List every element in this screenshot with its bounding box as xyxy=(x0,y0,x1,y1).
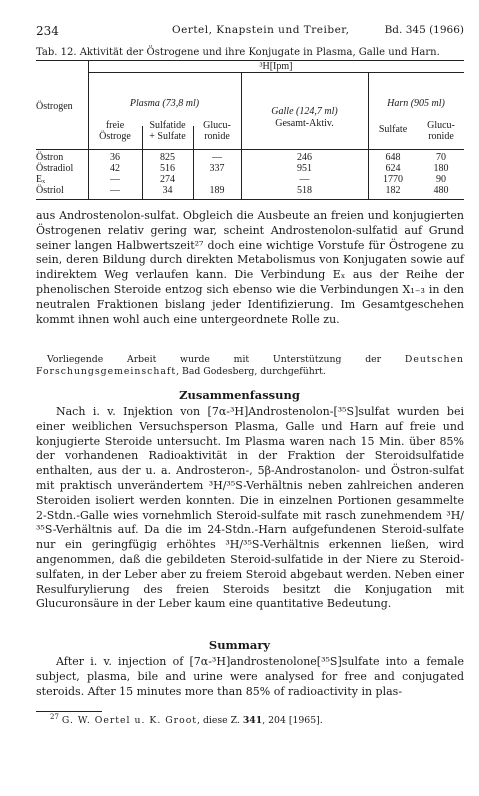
cell-glucuronide: 337 xyxy=(209,163,225,174)
harn-sulfate-header: Sulfate xyxy=(378,124,408,135)
cell-harn-glucuronide: 180 xyxy=(433,163,449,174)
footnote-authors: G. W. Oertel u. K. Groot xyxy=(61,715,198,726)
cell-free: — xyxy=(110,174,120,185)
cell-harn-sulfate: 648 xyxy=(385,152,401,163)
ack-organisation: Deutschen Forschungsgemeinschaft xyxy=(36,354,464,377)
plasma-header: Plasma (73,8 ml) xyxy=(129,98,200,109)
plasma-free-header-2: Östroge xyxy=(99,131,131,142)
footnote-mark: 27 xyxy=(50,712,59,721)
plasma-gluc-header-2: ronide xyxy=(204,131,230,142)
results-table xyxy=(36,60,464,200)
cell-glucuronide: — xyxy=(212,152,222,163)
harn-gluc-header-2: ronide xyxy=(428,131,454,142)
row-name: Östron xyxy=(36,152,64,163)
cell-galle: 951 xyxy=(297,163,312,174)
cell-glucuronide: 189 xyxy=(209,185,225,196)
row-name: Eₓ xyxy=(36,174,46,185)
table-row-header: Östrogen xyxy=(36,101,73,112)
footnote-rest: , 204 [1965]. xyxy=(262,715,323,726)
row-name: Östradiol xyxy=(36,163,74,174)
ack-pre: Vorliegende Arbeit wurde mit Unterstützung der xyxy=(47,354,405,365)
summary-text: After i. v. injection of [7α-³H]androstenolone[³⁵S]sulfate into a female subject, plasma, bile and urine were analysed for free and conjugated steroids. After 15 minutes more than 85% of radioactivity in plas- xyxy=(36,655,464,698)
cell-free: 36 xyxy=(110,152,120,163)
table-caption: Tab. 12. Aktivität der Östrogene und ihre Konjugate in Plasma, Galle und Harn. xyxy=(36,47,440,58)
plasma-sulfate-header-1: Sulfatide xyxy=(149,120,186,131)
zusammenfassung-heading: Zusammenfassung xyxy=(179,388,300,402)
table-rule-head xyxy=(36,149,464,150)
cell-free: — xyxy=(110,185,120,196)
galle-header-2: Gesamt-Aktiv. xyxy=(275,118,334,129)
cell-harn-glucuronide: 90 xyxy=(436,174,446,185)
harn-header: Harn (905 ml) xyxy=(387,98,445,109)
table-rule-bottom xyxy=(36,199,464,200)
cell-sulfatide: 516 xyxy=(160,163,175,174)
galle-header-1: Galle (124,7 ml) xyxy=(271,106,338,117)
cell-galle: 246 xyxy=(297,152,312,163)
cell-harn-sulfate: 1770 xyxy=(383,174,403,185)
cell-harn-sulfate: 182 xyxy=(385,185,401,196)
running-header xyxy=(36,24,464,38)
row-name: Östriol xyxy=(36,185,64,196)
footnote-volume: 341 xyxy=(242,715,263,726)
ack-post: , Bad Godesberg, durchgeführt. xyxy=(176,366,326,377)
plasma-gluc-header-1: Glucu- xyxy=(203,120,231,131)
zusammenfassung-text: Nach i. v. Injektion von [7α-³H]Androstenolon-[³⁵S]sulfat wurden bei einer weiblichen Versuchsperson Plasma, Galle und Harn auf freie und konjugierte Steroide untersucht. Im Plasma waren nach 15 Min. über 85% der vorhandenen Radioaktivität in der Fraktion der Steroidsulfatide enthalten, aus der u. a. Androsteron-, 5β-Androstanolon- und Östron-sulfat mit praktisch unverändertem ³H/³⁵S-Verhältnis neben zahlreichen anderen Steroiden isoliert werden konnten. Die in einzelnen Portionen gesammelte 2-Stdn.-Galle wies vornehmlich Steroid-sulfate mit rasch zunehmendem ³H/³⁵S-Verhältnis auf. Da die im 24-Stdn.-Harn aufgefundenen Steroid-sulfate nur ein geringfügig erhöhtes ³H/³⁵S-Verhältnis erkennen ließen, wird angenommen, daß die gebildeten Steroid-sulfatide in der Niere zu Steroid-sulfaten, in der Leber aber zu freiem Steroid abgebaut werden. Neben einer Resulfurylierung des freien Steroids besitzt die Konjugation mit Glucuronsäure in der Leber kaum eine quantitative Bedeutung. xyxy=(36,405,464,611)
footnote-rule xyxy=(36,711,102,712)
page-number: 234 xyxy=(36,24,59,38)
body-paragraph-1: aus Androstenolon-sulfat. Obgleich die Ausbeute an freien und konjugierten Östrogenen relativ gering war, scheint Androstenolon-sulfatid auf Grund seiner langen Halbwertszeit²⁷ doch eine wichtige Vorstufe für Östrogene zu sein, deren Bildung durch direkten Metabolismus von Konjugaten sowie auf indirektem Weg verlaufen kann. Die Verbindung Eₓ aus der Reihe der phenolischen Steroide entzog sich ebenso wie die Verbindungen X₁₋₃ in den neutralen Fraktionen bislang jeder Identifizierung. Im Gesamtgeschehen kommt ihnen wohl auch eine untergeordnete Rolle zu. xyxy=(36,209,464,326)
cell-free: 42 xyxy=(110,163,120,174)
cell-harn-sulfate: 624 xyxy=(385,163,401,174)
footnote-ref: , diese Z. xyxy=(197,715,243,726)
table-unit-header: ³H[Ipm] xyxy=(259,61,293,72)
cell-harn-glucuronide: 70 xyxy=(436,152,446,163)
harn-gluc-header-1: Glucu- xyxy=(427,120,455,131)
plasma-sulfate-header-2: + Sulfate xyxy=(149,131,186,142)
cell-sulfatide: 825 xyxy=(160,152,175,163)
summary-heading: Summary xyxy=(208,638,271,652)
header-volume: Bd. 345 (1966) xyxy=(384,24,464,36)
cell-harn-glucuronide: 480 xyxy=(433,185,449,196)
cell-galle: — xyxy=(299,174,310,185)
acknowledgement xyxy=(36,354,464,378)
cell-sulfatide: 274 xyxy=(160,174,175,185)
cell-sulfatide: 34 xyxy=(162,185,173,196)
cell-galle: 518 xyxy=(297,185,312,196)
plasma-free-header-1: freie xyxy=(105,120,125,131)
table-rule-unit xyxy=(88,72,464,73)
header-authors: Oertel, Knapstein und Treiber, xyxy=(172,24,350,36)
footnote xyxy=(50,712,323,726)
